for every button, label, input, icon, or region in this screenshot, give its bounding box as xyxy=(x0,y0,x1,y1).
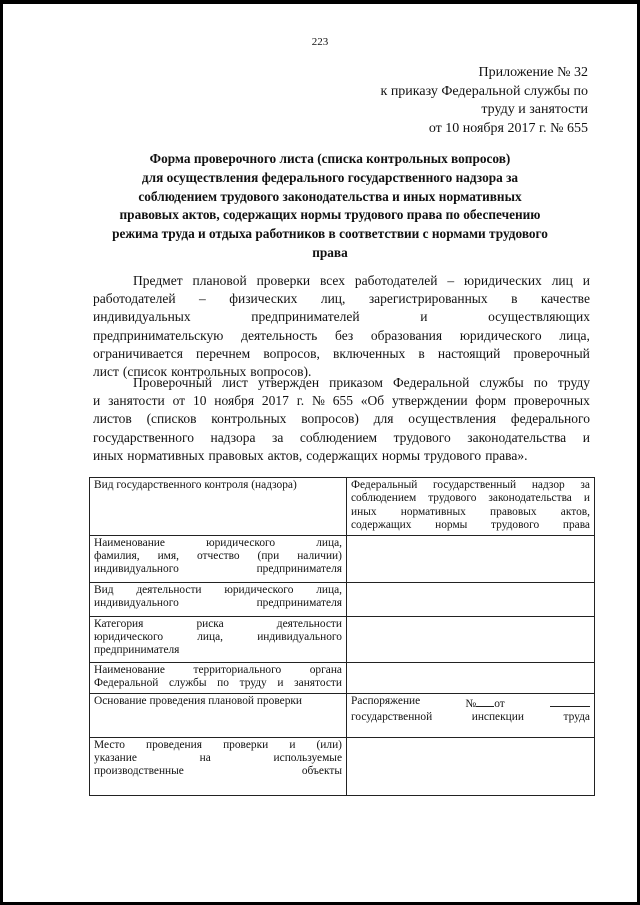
word: и xyxy=(277,677,284,690)
table-row xyxy=(90,662,595,693)
territorial-body-field[interactable] xyxy=(347,662,595,693)
word: вопросов) xyxy=(301,411,359,427)
word: правовых xyxy=(208,447,264,463)
word: предпринимателя xyxy=(256,597,342,610)
table-row xyxy=(90,535,595,582)
word: индивидуального xyxy=(94,597,179,610)
territorial-body-label xyxy=(90,662,347,693)
word: государственный xyxy=(433,479,517,491)
word: на xyxy=(199,752,211,765)
word: индивидуальных xyxy=(93,309,191,325)
word: труда xyxy=(563,711,590,724)
word: лица, xyxy=(559,327,590,343)
word: государственного xyxy=(93,429,194,445)
word: качестве xyxy=(540,291,590,307)
word: форм xyxy=(475,393,507,409)
word: в xyxy=(511,291,518,307)
word: за xyxy=(271,429,284,445)
word: имя, xyxy=(157,550,179,563)
word: «Об xyxy=(360,393,385,409)
table-row xyxy=(90,616,595,662)
word: объекты xyxy=(301,765,342,778)
word: труду xyxy=(239,677,267,690)
control-type-label: Вид государственного контроля (надзора) xyxy=(90,478,347,536)
word: работодателей xyxy=(354,273,438,288)
from-word: от xyxy=(494,697,505,710)
word: трудового xyxy=(424,447,482,463)
title-line: для осуществления федерального государственного надзора за xyxy=(141,169,519,185)
word: 2017 xyxy=(261,393,289,409)
order-number-blank[interactable] xyxy=(476,695,494,707)
word: юридического xyxy=(94,631,164,644)
title-line: права xyxy=(312,244,348,260)
text-line xyxy=(94,644,342,657)
word: государственной xyxy=(351,711,433,724)
word: предпринимательскую xyxy=(93,327,224,343)
word: проверочных xyxy=(513,393,590,409)
word: и xyxy=(582,429,590,445)
word: актов, xyxy=(267,447,303,463)
activity-type-field[interactable] xyxy=(347,582,595,616)
text-line xyxy=(94,664,342,677)
word: используемые xyxy=(273,752,342,765)
word: по xyxy=(217,677,229,690)
appendix-line: к приказу Федеральной службы по xyxy=(380,83,588,99)
title-line: режима труда и отдыха работников в соответствии с нормами трудового xyxy=(112,226,548,242)
word: – xyxy=(447,273,455,288)
word: № xyxy=(311,393,325,409)
word: трудового xyxy=(428,492,477,505)
word: за xyxy=(580,479,590,491)
word: содержащих xyxy=(351,519,412,532)
word: нормы xyxy=(435,519,468,532)
title-line: соблюдением трудового законодательства и иных нормативных xyxy=(138,188,522,204)
word: осуществления xyxy=(408,411,497,427)
word: права xyxy=(562,519,590,532)
word: территориального xyxy=(193,663,282,676)
paragraph-subject xyxy=(93,272,590,381)
word: 655 xyxy=(332,393,353,409)
appendix-line: труду и занятости xyxy=(481,102,588,117)
word: нормативных xyxy=(127,447,205,463)
word: лица, xyxy=(316,536,342,549)
word: законодательства xyxy=(488,492,572,505)
word: лица, xyxy=(197,631,224,644)
order-line xyxy=(351,695,590,711)
text-line xyxy=(351,506,590,519)
word: предпринимателей xyxy=(251,309,360,325)
inspection-place-label-text xyxy=(94,739,342,779)
word: Федеральный xyxy=(351,479,418,491)
form-title xyxy=(70,150,590,263)
word: фамилия, xyxy=(94,550,140,563)
word: указание xyxy=(94,752,137,765)
table-row xyxy=(90,582,595,616)
text-line xyxy=(94,631,342,644)
control-type-value-text xyxy=(351,479,590,533)
paragraph-approval xyxy=(93,374,590,465)
word: юридического xyxy=(459,327,542,343)
word: контрольных xyxy=(171,363,247,379)
word: лист xyxy=(93,363,119,379)
order-date-blank[interactable] xyxy=(550,695,590,707)
word: юридического xyxy=(206,536,276,549)
word: иных xyxy=(93,447,124,463)
word: наличии) xyxy=(297,550,342,563)
word: трудового xyxy=(393,429,451,445)
word: соблюдением xyxy=(351,492,417,505)
word: перечнем xyxy=(196,345,251,361)
text-line xyxy=(351,519,590,532)
word: и xyxy=(582,273,590,288)
word: для xyxy=(373,411,394,427)
word: Проверочный xyxy=(133,375,212,390)
word: в xyxy=(418,345,425,361)
word: контрольных xyxy=(211,411,287,427)
text-line xyxy=(94,752,342,765)
word: ограничивается xyxy=(93,345,183,361)
word: надзор xyxy=(531,479,565,491)
text-line xyxy=(351,711,590,724)
inspection-basis-label: Основание проведения плановой проверки xyxy=(90,693,347,737)
word: (или) xyxy=(316,738,342,751)
word: без xyxy=(335,327,354,343)
word: законодательства xyxy=(467,429,567,445)
word: права». xyxy=(485,447,528,463)
order-word: Распоряжение xyxy=(351,694,421,707)
scan-border-left xyxy=(0,0,3,905)
inspection-authority-text xyxy=(351,711,590,724)
appendix-header xyxy=(328,64,588,138)
word: утверждении xyxy=(392,393,468,409)
control-type-value xyxy=(347,478,595,536)
word: ноября xyxy=(214,393,255,409)
text-line xyxy=(94,739,342,752)
word: Предмет xyxy=(133,273,183,288)
scan-border-top xyxy=(0,0,640,4)
text-line xyxy=(94,597,342,610)
word: индивидуального xyxy=(94,563,179,576)
word: зарегистрированных xyxy=(368,291,488,307)
word: утвержден xyxy=(257,375,320,390)
word: всех xyxy=(319,273,346,288)
word: проверки xyxy=(223,738,269,751)
word: Вид xyxy=(94,583,114,596)
word: Категория xyxy=(94,617,144,630)
word: Федеральной xyxy=(393,375,470,390)
table-row xyxy=(90,478,595,536)
word: инспекции xyxy=(471,711,524,724)
text-line xyxy=(94,584,342,597)
word: труду xyxy=(557,375,590,390)
text-line xyxy=(94,618,342,631)
word: плановой xyxy=(192,273,247,288)
text-line xyxy=(94,537,342,550)
word: занятости xyxy=(294,677,342,690)
word: актов, xyxy=(560,505,590,518)
inspection-place-label xyxy=(90,737,347,795)
text-line xyxy=(94,550,342,563)
text-line xyxy=(93,290,590,308)
word: (списков xyxy=(146,411,197,427)
text-line xyxy=(93,345,590,363)
checklist-info-table xyxy=(89,477,595,796)
word: лиц, xyxy=(320,291,346,307)
text-line xyxy=(93,327,590,345)
word: и xyxy=(93,393,101,409)
word: деятельности xyxy=(276,617,342,630)
word: правовых xyxy=(490,505,537,518)
activity-type-label xyxy=(90,582,347,616)
word: юридических xyxy=(464,273,542,288)
word: органа xyxy=(309,663,342,676)
word: риска xyxy=(196,617,224,630)
text-line xyxy=(93,410,590,428)
word: вопросов, xyxy=(263,345,320,361)
word: проведения xyxy=(145,738,202,751)
word: работодателей xyxy=(93,291,176,307)
word: юридического xyxy=(224,583,294,596)
word: и xyxy=(420,309,428,325)
word: Наименование xyxy=(94,536,165,549)
appendix-line: от 10 ноября 2017 г. № 655 xyxy=(428,120,588,136)
entity-name-field[interactable] xyxy=(347,535,595,582)
text-line xyxy=(351,479,590,492)
word: и xyxy=(289,738,296,751)
inspection-basis-value xyxy=(347,693,595,737)
text-line xyxy=(94,563,342,576)
table-row xyxy=(90,737,595,795)
word: проверки xyxy=(256,273,311,288)
word: (при xyxy=(257,550,280,563)
word: производственные xyxy=(94,765,184,778)
word: образования xyxy=(370,327,443,343)
inspection-place-field[interactable] xyxy=(347,737,595,795)
word: отчество xyxy=(196,550,240,563)
word: предпринимателя xyxy=(256,563,342,576)
text-line xyxy=(93,429,590,447)
risk-category-field[interactable] xyxy=(347,616,595,662)
text-line xyxy=(93,308,590,326)
risk-category-label-text xyxy=(94,618,342,658)
word: – xyxy=(199,291,206,307)
word: физических xyxy=(229,291,298,307)
word: Место xyxy=(94,738,125,751)
territorial-body-label-text xyxy=(94,664,342,691)
word: и xyxy=(583,492,590,505)
title-line: правовых актов, содержащих нормы трудового права по обеспечению xyxy=(119,207,541,223)
word: иных xyxy=(351,505,377,518)
word: занятости xyxy=(108,393,165,409)
word: лица, xyxy=(316,583,342,596)
word: г. xyxy=(296,393,305,409)
word: службы xyxy=(169,677,207,690)
text-line xyxy=(94,677,342,690)
word: по xyxy=(533,375,548,390)
text-line xyxy=(94,765,342,778)
word: проверочный xyxy=(513,345,590,361)
word: службы xyxy=(479,375,524,390)
risk-category-label xyxy=(90,616,347,662)
word: нормативных xyxy=(400,505,466,518)
word: (список xyxy=(122,363,168,379)
word: нормы xyxy=(381,447,421,463)
word: соблюдением xyxy=(299,429,378,445)
word: индивидуального xyxy=(257,631,342,644)
entity-name-label-text xyxy=(94,537,342,577)
page-number: 223 xyxy=(311,36,329,48)
order-number xyxy=(465,695,504,711)
word: деятельность xyxy=(241,327,318,343)
word: деятельности xyxy=(136,583,202,596)
word: 10 xyxy=(192,393,207,409)
word: листов xyxy=(93,411,132,427)
word: лист xyxy=(222,375,248,390)
activity-type-label-text xyxy=(94,584,342,611)
word: Федеральной xyxy=(94,677,159,690)
word: настоящий xyxy=(437,345,501,361)
word: трудового xyxy=(490,519,540,532)
appendix-line: Приложение № 32 xyxy=(478,65,588,80)
word: федерального xyxy=(510,411,590,427)
text-line xyxy=(93,272,590,290)
word: от xyxy=(172,393,186,409)
table-row xyxy=(90,693,595,737)
word: вопросов). xyxy=(250,363,312,379)
word: надзора xyxy=(210,429,256,445)
text-line xyxy=(93,447,590,465)
text-line xyxy=(93,392,590,410)
entity-name-label xyxy=(90,535,347,582)
word: содержащих xyxy=(306,447,378,463)
text-line xyxy=(351,492,590,505)
word: осуществляющих xyxy=(488,309,590,325)
number-sign: № xyxy=(465,697,477,710)
word: предпринимателя xyxy=(94,644,180,657)
title-line: Форма проверочного листа (списка контрольных вопросов) xyxy=(149,151,511,166)
word: включенных xyxy=(333,345,406,361)
word: Наименование xyxy=(94,663,165,676)
word: лиц xyxy=(551,273,573,288)
text-line xyxy=(93,374,590,392)
word: приказом xyxy=(329,375,383,390)
